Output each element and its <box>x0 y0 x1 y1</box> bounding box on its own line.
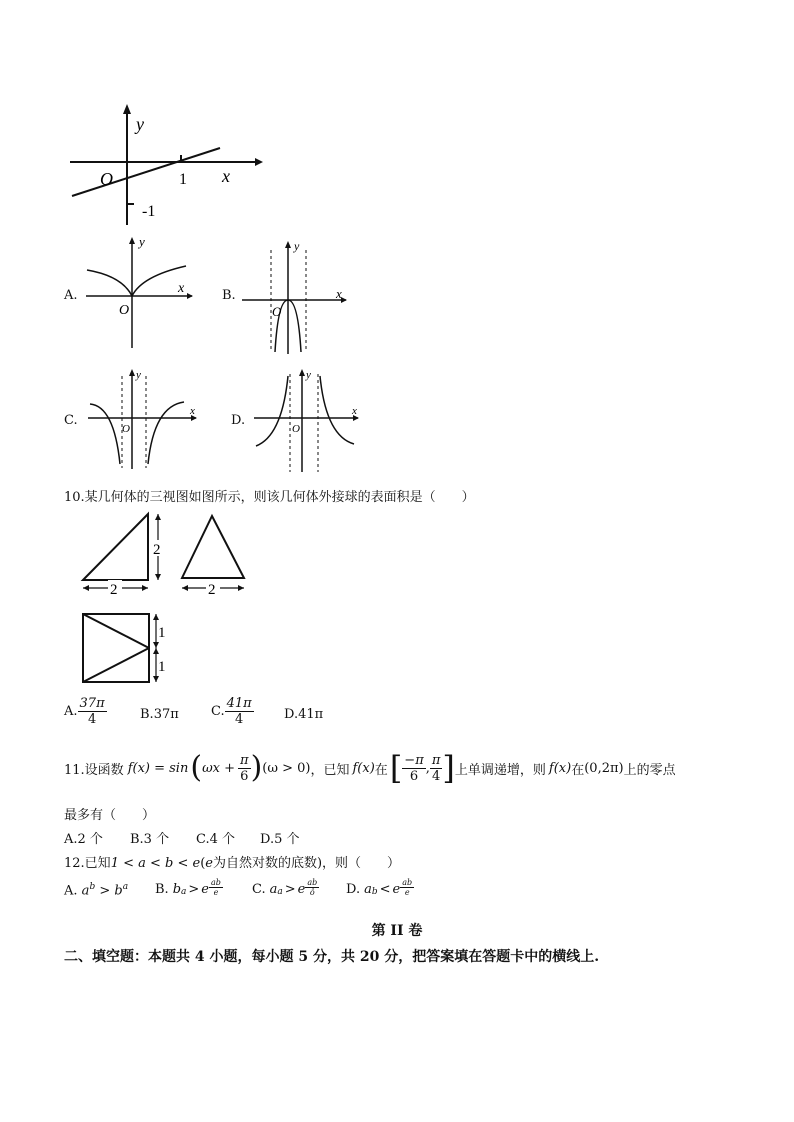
svg-text:1: 1 <box>158 625 166 641</box>
q10-option-d[interactable]: D.41π <box>284 707 324 722</box>
q9-option-c-label: C. <box>64 413 78 428</box>
svg-text:x: x <box>178 281 185 296</box>
q10-top-view <box>78 610 178 690</box>
q9-main-neg-one: -1 <box>142 203 156 220</box>
svg-text:O: O <box>292 423 300 435</box>
svg-text:y: y <box>306 369 311 381</box>
q9-main-graph <box>60 100 270 230</box>
q10-option-c[interactable]: C. $\frac{41\pi}{4}$ <box>211 696 252 727</box>
svg-text:x: x <box>336 286 342 301</box>
svg-text:x: x <box>190 405 195 417</box>
svg-text:2: 2 <box>208 582 216 598</box>
q12-option-a[interactable]: A. $a^b > b^a$ <box>64 882 129 899</box>
q9-main-origin: O <box>100 169 113 189</box>
svg-text:y: y <box>136 369 141 381</box>
svg-text:O: O <box>119 303 130 318</box>
q10-option-b[interactable]: B.37π <box>140 707 179 722</box>
svg-text:O: O <box>122 423 130 435</box>
q9-main-x-label: x <box>222 166 230 186</box>
q11-stem-line2: 最多有（ ） <box>64 808 156 823</box>
q9-option-d-label: D. <box>231 413 246 428</box>
svg-text:y: y <box>294 239 300 253</box>
q11-option-b[interactable]: B.3 个 <box>130 832 170 847</box>
q9-option-c-graph[interactable] <box>84 366 204 471</box>
q11-option-a[interactable]: A.2 个 <box>64 832 103 847</box>
q11-option-c[interactable]: C.4 个 <box>196 832 236 847</box>
svg-text:y: y <box>139 234 145 249</box>
q11-option-d[interactable]: D.5 个 <box>260 832 300 847</box>
q10-stem: 10.某几何体的三视图如图所示，则该几何体外接球的表面积是（ ） <box>64 490 475 505</box>
section-heading: 二、填空题：本题共 4 小题，每小题 5 分，共 20 分，把答案填在答题卡中的横线上. <box>64 949 600 965</box>
svg-text:2: 2 <box>110 582 118 598</box>
svg-text:x: x <box>352 405 357 417</box>
svg-text:2: 2 <box>153 542 161 558</box>
q10-front-view <box>78 510 176 598</box>
q12-stem: 12.已知1 < a < b < e(e为自然对数的底数)，则（ ） <box>64 856 401 871</box>
section-title: 第 II 卷 <box>371 923 423 939</box>
q9-option-a-label: A. <box>64 288 78 303</box>
svg-text:O: O <box>272 304 282 319</box>
q9-option-b-graph[interactable] <box>238 238 353 356</box>
q12-option-d[interactable]: D. a b < e $\frac{ab}{e}$ <box>346 878 413 897</box>
q11-stem: 11.设函数 f(x) = sin ( ωx + $\frac{\pi}{6}$ ) (ω > 0) ，已知 f(x) 在 [ $\frac{-\pi}{6}$ , $\frac{\pi}{4}$ ] 上单调递增，则 f(x) 在 (0,2π) 上的零点 <box>64 749 676 787</box>
q9-option-b-label: B. <box>222 288 236 303</box>
q9-main-one: 1 <box>179 171 187 188</box>
q9-main-y-label: y <box>136 114 144 134</box>
q12-option-b[interactable]: B. b a > e $\frac{ab}{e}$ <box>155 878 221 897</box>
q9-option-a-graph[interactable] <box>82 232 197 350</box>
q12-option-c[interactable]: C. a a > e $\frac{ab}{ô}$ <box>252 878 318 897</box>
q10-option-a[interactable]: A. $\frac{37\pi}{4}$ <box>64 696 105 727</box>
q9-option-d-graph[interactable] <box>250 366 365 474</box>
svg-text:1: 1 <box>158 659 166 675</box>
q10-side-view <box>176 510 254 598</box>
